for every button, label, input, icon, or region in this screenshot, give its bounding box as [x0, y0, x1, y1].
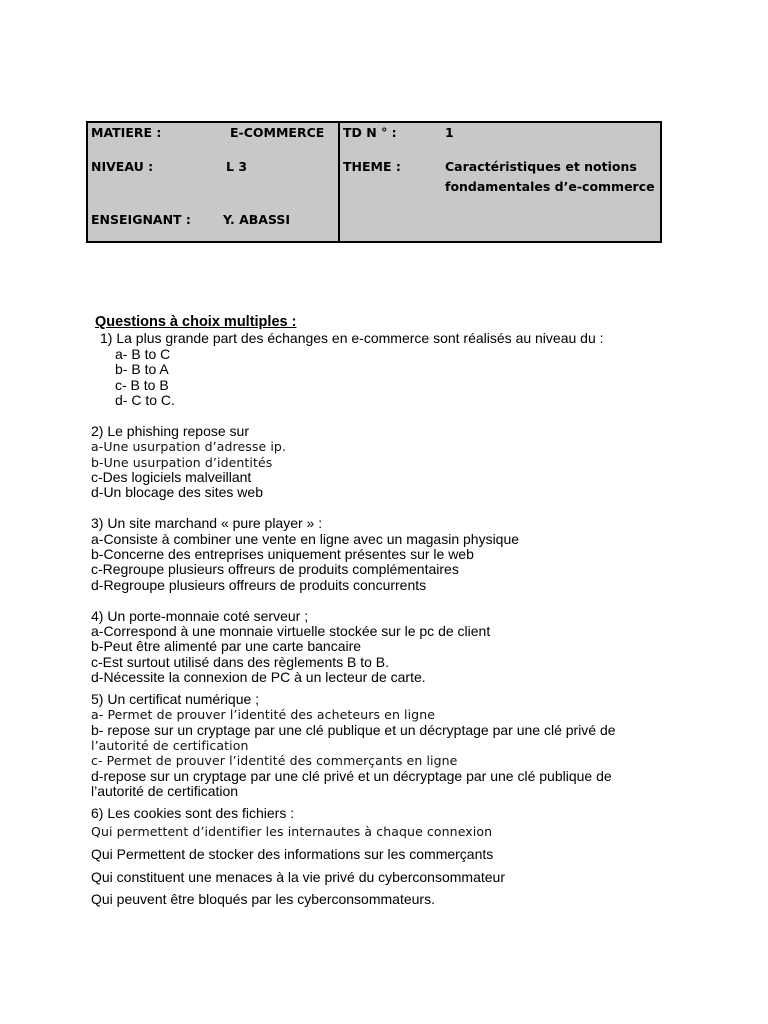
- q2-question: 2) Le phishing repose sur: [91, 422, 249, 439]
- enseignant-value: Y. ABASSI: [223, 212, 291, 227]
- td-label: TD N ° :: [343, 125, 397, 140]
- niveau-value: L 3: [226, 159, 248, 174]
- td-value: 1: [445, 125, 454, 140]
- q4-question: 4) Un porte-monnaie coté serveur ;: [91, 607, 309, 624]
- theme-label: THEME :: [343, 159, 401, 174]
- q4-option-b: b-Peut être alimenté par une carte bancaire: [91, 638, 362, 655]
- section-title: Questions à choix multiples :: [95, 314, 297, 330]
- q5-option-c: c- Permet de prouver l’identité des commerçants en ligne: [91, 753, 458, 769]
- q1-question: 1) La plus grande part des échanges en e-commerce sont réalisés au niveau du :: [100, 330, 604, 347]
- questions-body: [91, 315, 741, 911]
- q5-option-b-line2: l’autorité de certification: [91, 737, 249, 753]
- q6-option-1: Qui permettent d’identifier les internautes à chaque connexion: [91, 823, 493, 839]
- q3-question: 3) Un site marchand « pure player » :: [91, 515, 323, 532]
- q6-option-4: Qui peuvent être bloqués par les cyberconsommateurs.: [91, 891, 435, 908]
- q6-option-3: Qui constituent une menaces à la vie privé du cyberconsommateur: [91, 868, 505, 885]
- q5-question: 5) Un certificat numérique ;: [91, 690, 260, 707]
- q4-option-c: c-Est surtout utilisé dans des règlements B to B.: [91, 653, 390, 670]
- q1-option-b: b- B to A: [115, 361, 169, 378]
- theme-value-line1: Caractéristiques et notions: [445, 159, 637, 174]
- q5-option-b-line1: b- repose sur un cryptage par une clé publique et un décryptage par une clé privé de: [91, 721, 616, 738]
- niveau-label: NIVEAU :: [91, 159, 154, 174]
- q1-option-a: a- B to C: [115, 345, 171, 362]
- q3-option-d: d-Regroupe plusieurs offreurs de produits concurrents: [91, 576, 427, 593]
- q6-option-2: Qui Permettent de stocker des informations sur les commerçants: [91, 846, 494, 863]
- theme-value-line2: fondamentales d’e-commerce: [445, 179, 655, 194]
- header-table: [86, 121, 662, 243]
- q2-option-d: d-Un blocage des sites web: [91, 484, 263, 501]
- q2-option-a: a-Une usurpation d’adresse ip.: [91, 439, 287, 455]
- q5-option-d-line2: l’autorité de certification: [91, 783, 239, 800]
- q4-option-d: d-Nécessite la connexion de PC à un lecteur de carte.: [91, 669, 426, 686]
- q6-options: [91, 821, 741, 911]
- enseignant-label: ENSEIGNANT :: [91, 212, 191, 227]
- q4-option-a: a-Correspond à une monnaie virtuelle stockée sur le pc de client: [91, 623, 491, 640]
- q3-option-b: b-Concerne des entreprises uniquement présentes sur le web: [91, 546, 474, 563]
- q2-option-b: b-Une usurpation d’identités: [91, 454, 273, 470]
- q2-option-c: c-Des logiciels malveillant: [91, 469, 252, 486]
- header-divider: [338, 123, 340, 241]
- q1-option-d: d- C to C.: [115, 392, 175, 409]
- q3-option-a: a-Consiste à combiner une vente en ligne avec un magasin physique: [91, 530, 520, 547]
- q5-option-a: a- Permet de prouver l’identité des acheteurs en ligne: [91, 707, 436, 723]
- q1-option-c: c- B to B: [115, 376, 169, 393]
- matiere-value: E-COMMERCE: [230, 125, 325, 140]
- q5-option-d-line1: d-repose sur un cryptage par une clé privé et un décryptage par une clé publique de: [91, 767, 612, 784]
- q6-question: 6) Les cookies sont des fichiers :: [91, 804, 295, 821]
- matiere-label: MATIERE :: [91, 125, 162, 140]
- q3-option-c: c-Regroupe plusieurs offreurs de produits complémentaires: [91, 561, 459, 578]
